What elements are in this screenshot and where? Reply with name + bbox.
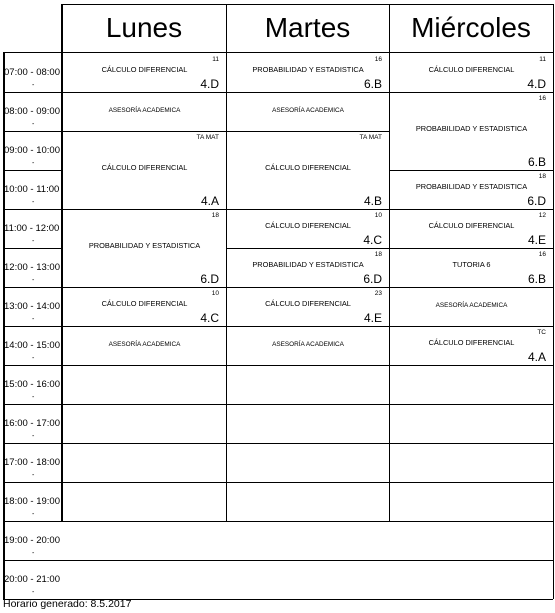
slot-marker: - (32, 394, 35, 401)
class-room: 16 (538, 251, 546, 258)
time-label: 20:00 - 21:00 (4, 574, 60, 585)
slot-marker: - (32, 433, 35, 440)
time-label: 18:00 - 19:00 (4, 496, 60, 507)
row-line (389, 443, 553, 444)
row-line (3, 482, 62, 483)
class-group: 6.B (363, 77, 382, 91)
time-label: 16:00 - 17:00 (4, 418, 60, 429)
class-subject: CÁLCULO DIFERENCIAL (101, 299, 188, 308)
row-line (62, 365, 226, 366)
time-label: 19:00 - 20:00 (4, 535, 60, 546)
class-subject: PROBABILIDAD Y ESTADISTICA (252, 260, 364, 269)
class-cell (390, 249, 553, 287)
row-line (62, 404, 226, 405)
time-label: 10:00 - 11:00 (4, 184, 60, 195)
class-cell (63, 288, 226, 326)
row-line (3, 287, 62, 288)
class-cell (390, 288, 553, 326)
class-group: 4.A (200, 194, 219, 208)
class-cell (390, 93, 553, 170)
class-subject: ASESORÍA ACADEMICA (108, 107, 181, 114)
slot-marker: - (32, 82, 35, 89)
time-label: 08:00 - 09:00 (4, 106, 60, 117)
day-header: Martes (264, 12, 351, 43)
class-subject: ASESORÍA ACADEMICA (272, 341, 344, 348)
class-cell (227, 249, 389, 287)
class-group: 6.B (527, 155, 546, 169)
slot-marker: - (32, 277, 35, 284)
row-line (62, 482, 226, 483)
slot-marker: - (32, 199, 35, 206)
class-cell (227, 210, 389, 248)
time-label: 07:00 - 08:00 (4, 67, 60, 78)
class-room: TA MAT (196, 134, 219, 141)
row-line (62, 599, 553, 600)
row-line (226, 443, 389, 444)
class-subject: CÁLCULO DIFERENCIAL (101, 162, 188, 172)
class-room: 16 (538, 95, 546, 102)
class-group: 4.E (363, 311, 382, 325)
time-label: 13:00 - 14:00 (4, 301, 60, 312)
class-group: 4.A (527, 350, 546, 364)
class-room: 18 (538, 173, 546, 180)
row-line (226, 365, 389, 366)
class-subject: CÁLCULO DIFERENCIAL (101, 65, 188, 74)
row-line (3, 521, 62, 522)
class-cell (227, 93, 389, 131)
row-line (3, 248, 62, 249)
header-bottom-line (3, 52, 553, 53)
time-label: 12:00 - 13:00 (4, 262, 60, 273)
class-group: 4.B (363, 194, 382, 208)
grid-border-top (62, 4, 554, 5)
time-label: 09:00 - 10:00 (4, 145, 60, 156)
row-line (3, 365, 62, 366)
class-cell (63, 132, 226, 209)
class-cell (390, 210, 553, 248)
class-subject: PROBABILIDAD Y ESTADISTICA (88, 240, 201, 250)
class-group: 4.D (527, 77, 546, 91)
day-header: Lunes (105, 12, 183, 43)
slot-marker: - (32, 160, 35, 167)
row-line (62, 443, 226, 444)
row-line (3, 131, 62, 132)
class-group: 4.C (363, 233, 382, 247)
class-group: 6.B (527, 272, 546, 286)
class-subject: PROBABILIDAD Y ESTADISTICA (415, 123, 528, 133)
class-room: TC (537, 329, 546, 336)
class-room: 18 (211, 212, 219, 219)
class-cell (390, 327, 553, 365)
slot-marker: - (32, 238, 35, 245)
class-cell (63, 54, 226, 92)
class-cell (63, 210, 226, 287)
class-room: 18 (374, 251, 382, 258)
row-line (3, 404, 62, 405)
class-room: 12 (538, 212, 546, 219)
class-subject: CÁLCULO DIFERENCIAL (265, 299, 351, 308)
class-subject: ASESORÍA ACADEMICA (108, 341, 181, 348)
class-group: 6.D (200, 272, 219, 286)
class-cell (227, 54, 389, 92)
time-label: 15:00 - 16:00 (4, 379, 60, 390)
class-subject: CÁLCULO DIFERENCIAL (265, 221, 351, 230)
row-line (3, 326, 62, 327)
slot-marker: - (32, 589, 35, 596)
class-subject: ASESORÍA ACADEMICA (435, 302, 508, 309)
row-line (226, 482, 389, 483)
class-group: 6.D (363, 272, 382, 286)
row-line (3, 92, 62, 93)
class-cell (227, 132, 389, 209)
class-cell (63, 327, 226, 365)
row-line (3, 209, 62, 210)
slot-marker: - (32, 355, 35, 362)
row-line (226, 521, 389, 522)
generated-date: Horario generado: 8.5.2017 (3, 598, 132, 610)
row-line (3, 170, 62, 171)
class-cell (227, 327, 389, 365)
time-label: 17:00 - 18:00 (4, 457, 60, 468)
class-cell (390, 171, 553, 209)
class-subject: CÁLCULO DIFERENCIAL (265, 162, 351, 172)
class-group: 4.E (527, 233, 546, 247)
time-label: 14:00 - 15:00 (4, 340, 60, 351)
class-subject: CÁLCULO DIFERENCIAL (428, 221, 515, 230)
slot-marker: - (32, 472, 35, 479)
slot-marker: - (32, 550, 35, 557)
day-header: Miércoles (411, 12, 531, 43)
slot-marker: - (32, 511, 35, 518)
class-group: 4.C (200, 311, 219, 325)
class-subject: PROBABILIDAD Y ESTADISTICA (252, 65, 364, 74)
row-line (62, 560, 553, 561)
class-cell (227, 288, 389, 326)
class-room: 11 (212, 56, 219, 63)
row-line (226, 404, 389, 405)
class-subject: CÁLCULO DIFERENCIAL (428, 65, 515, 74)
class-room: 10 (374, 212, 382, 219)
row-line (389, 365, 553, 366)
class-room: TA MAT (359, 134, 382, 141)
class-cell (390, 54, 553, 92)
class-group: 4.D (200, 77, 219, 91)
class-subject: PROBABILIDAD Y ESTADISTICA (415, 182, 528, 191)
row-line (3, 443, 62, 444)
row-line (62, 521, 226, 522)
class-subject: TUTORIA 6 (452, 260, 491, 269)
slot-marker: - (32, 316, 35, 323)
class-group: 6.D (527, 194, 546, 208)
row-line (389, 404, 553, 405)
class-room: 10 (211, 290, 219, 297)
row-line (3, 560, 62, 561)
class-subject: ASESORÍA ACADEMICA (272, 107, 344, 114)
class-room: 23 (374, 290, 382, 297)
class-room: 16 (374, 56, 382, 63)
slot-marker: - (32, 121, 35, 128)
row-line (389, 482, 553, 483)
time-label: 11:00 - 12:00 (4, 223, 60, 234)
class-cell (63, 93, 226, 131)
class-subject: CÁLCULO DIFERENCIAL (428, 338, 515, 347)
class-room: 11 (539, 56, 546, 63)
row-line (389, 521, 553, 522)
grid-border-right (553, 4, 554, 599)
